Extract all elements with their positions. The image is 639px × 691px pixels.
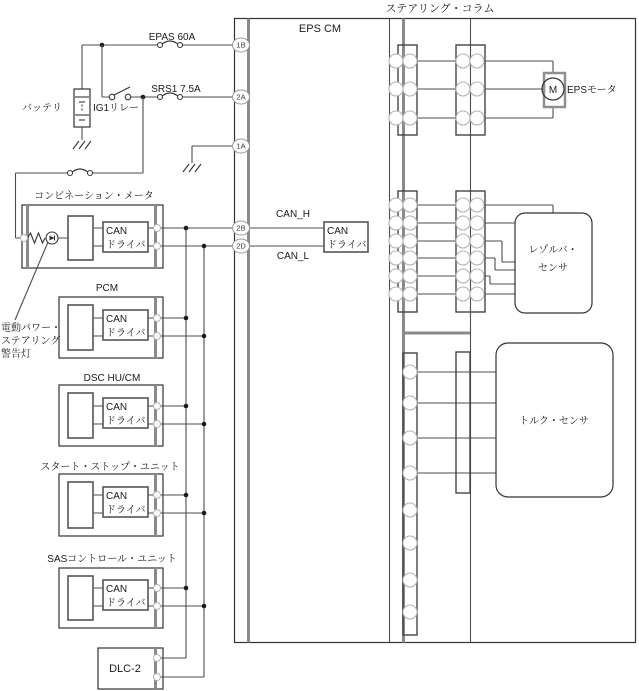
pin-2a-label: 2A [236, 92, 246, 102]
torque-sensor-label: トルク・センサ [519, 416, 589, 427]
ig1-relay-label: IG1リレー [92, 103, 140, 114]
warning-lamp-label: 警告灯 [1, 349, 31, 360]
resolver-label: レゾルバ・ [528, 245, 578, 256]
can-driver-label: CAN [106, 314, 128, 325]
torque-connector-group [403, 352, 496, 635]
warning-lamp-pointer [15, 243, 48, 321]
pin-2b-label: 2B [236, 223, 246, 233]
warning-lamp-icon [46, 232, 58, 244]
can-bus-lines [186, 228, 204, 677]
combination-meter [15, 205, 324, 320]
can-driver-label: ドライバ [327, 240, 367, 251]
warning-lamp-label: 電動パワー・ [1, 323, 61, 334]
battery-symbol [74, 89, 90, 127]
battery-label: バッテリ [22, 103, 62, 114]
epas-wire [82, 45, 248, 89]
can-driver-label: ドライバ [106, 505, 146, 516]
steering-column-label: ステアリング・コラム [385, 3, 495, 15]
warning-lamp-label: ステアリング [1, 336, 61, 347]
motor-m-label: M [548, 85, 558, 96]
can-driver-label: ドライバ [106, 598, 146, 609]
pcm-label: PCM [95, 283, 119, 294]
can-driver-label: ドライバ [106, 240, 146, 251]
pin-2d-label: 2D [236, 241, 246, 251]
connector-block [456, 352, 470, 493]
can-driver-label: CAN [106, 402, 128, 413]
pin-1a-label: 1A [236, 141, 246, 151]
can-driver-label: ドライバ [106, 328, 146, 339]
can-driver-label: CAN [106, 226, 128, 237]
eps-motor [542, 73, 565, 107]
battery-ground-icon [73, 141, 91, 149]
combination-meter-label: コンビネーション・メータ [34, 191, 154, 202]
dsc-sub-module [68, 393, 93, 438]
resolver-label: センサ [538, 263, 568, 274]
power-supply-circuit [16, 41, 249, 238]
dlc2-label: DLC-2 [109, 663, 141, 675]
sas-sub-module [68, 576, 93, 620]
steering-column-box [235, 19, 636, 643]
start-stop-sub-module [68, 482, 93, 528]
meter-fuse-icon [68, 169, 93, 176]
fuse-srs1-label: SRS1 7.5A [151, 84, 201, 95]
dsc-label: DSC HU/CM [83, 373, 141, 384]
motor-connector-group [389, 45, 553, 135]
eps-ground-icon [183, 164, 201, 172]
can-driver-label: CAN [106, 584, 128, 595]
eps-motor-label: EPSモータ [567, 85, 617, 96]
pin-1b-label: 1B [236, 40, 246, 50]
pcm-sub-module [68, 305, 93, 350]
meter-sub-module [68, 216, 93, 260]
eps-cm-label: EPS CM [298, 23, 342, 35]
start-stop-label: スタート・ストップ・ユニット [40, 462, 180, 473]
can-driver-label: CAN [106, 491, 128, 502]
meter-feed-wire [16, 97, 144, 238]
can-h-label: CAN_H [276, 209, 310, 220]
can-driver-label: ドライバ [106, 416, 146, 427]
fuse-epas-label: EPAS 60A [148, 32, 196, 43]
sas-label: SASコントロール・ユニット [47, 554, 177, 565]
ig1-relay-icon [109, 87, 131, 100]
can-l-label: CAN_L [276, 251, 310, 262]
resistor-icon [28, 233, 46, 243]
connector-block [403, 353, 417, 635]
can-driver-label: CAN [327, 226, 349, 237]
